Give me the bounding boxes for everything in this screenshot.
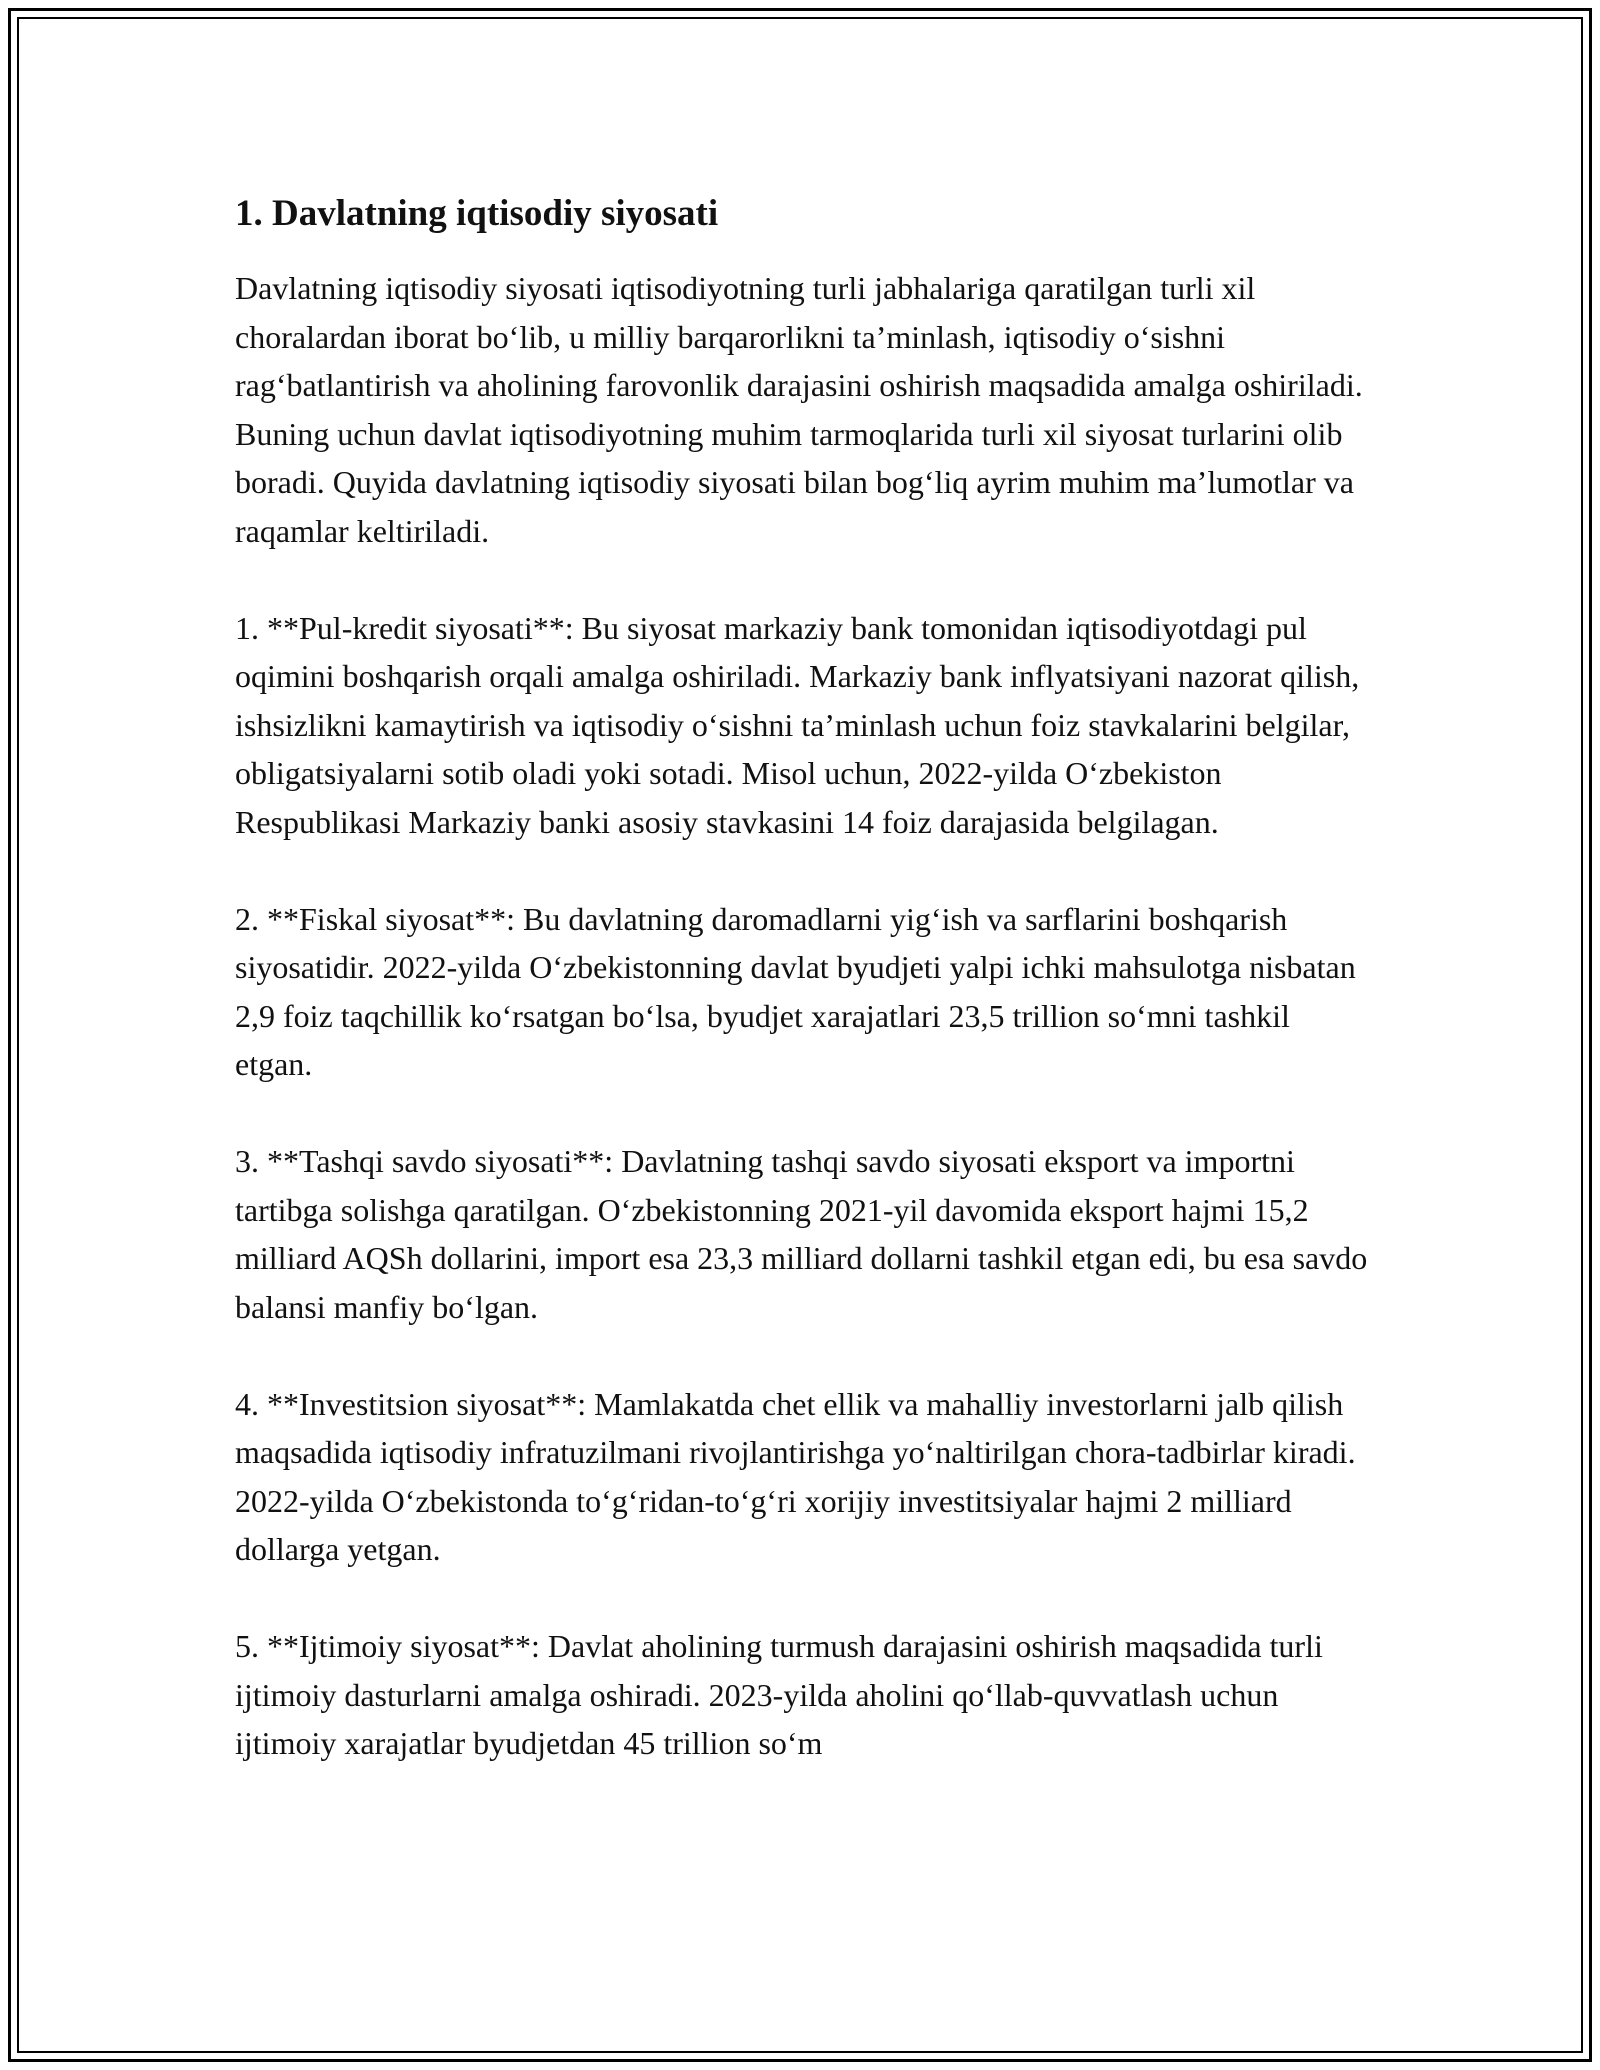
investment-policy-paragraph: 4. **Investitsion siyosat**: Mamlakatda chet ellik va mahalliy investorlarni jalb qilish maqsadida iqtisodiy infratuzilmani rivojlantirishga yo‘naltirilgan chora-tadbirlar kiradi. 2022-yilda O‘zbekistonda to‘g‘ridan-to‘g‘ri xorijiy investitsiyalar hajmi 2 milliard dollarga yetgan. [235, 1385, 1356, 1567]
document-body [235, 186, 1370, 1816]
document-title: 1. Davlatning iqtisodiy siyosati [235, 193, 719, 234]
fiscal-policy-paragraph: 2. **Fiskal siyosat**: Bu davlatning daromadlarni yig‘ish va sarflarini boshqarish siyosatidir. 2022-yilda O‘zbekistonning davlat byudjeti yalpi ichki mahsulotga nisbatan 2,9 foiz taqchillik ko‘rsatgan bo‘lsa, byudjet xarajatlari 23,5 trillion so‘mni tashkil etgan. [235, 900, 1356, 1082]
monetary-policy-paragraph: 1. **Pul-kredit siyosati**: Bu siyosat markaziy bank tomonidan iqtisodiyotdagi pul oqimini boshqarish orqali amalga oshiriladi. Markaziy bank inflyatsiyani nazorat qilish, ishsizlikni kamaytirish va iqtisodiy o‘sishni ta’minlash uchun foiz stavkalarini belgilar, obligatsiyalarni sotib oladi yoki sotadi. Misol uchun, 2022-yilda O‘zbekiston Respublikasi Markaziy banki asosiy stavkasini 14 foiz darajasida belgilagan. [235, 609, 1360, 840]
intro-paragraph: Davlatning iqtisodiy siyosati iqtisodiyotning turli jabhalariga qaratilgan turli xil choralardan iborat bo‘lib, u milliy barqarorlikni ta’minlash, iqtisodiy o‘sishni rag‘batlantirish va aholining farovonlik darajasini oshirish maqsadida amalga oshiriladi. Buning uchun davlat iqtisodiyotning muhim tarmoqlarida turli xil siyosat turlarini olib boradi. Quyida davlatning iqtisodiy siyosati bilan bog‘liq ayrim muhim ma’lumotlar va raqamlar keltiriladi. [235, 270, 1363, 549]
trade-policy-paragraph: 3. **Tashqi savdo siyosati**: Davlatning tashqi savdo siyosati eksport va importni tartibga solishga qaratilgan. O‘zbekistonning 2021-yil davomida eksport hajmi 15,2 milliard AQSh dollarini, import esa 23,3 milliard dollarni tashkil etgan edi, bu esa savdo balansi manfiy bo‘lgan. [235, 1143, 1368, 1325]
social-policy-paragraph: 5. **Ijtimoiy siyosat**: Davlat aholining turmush darajasini oshirish maqsadida turli ijtimoiy dasturlarni amalga oshiradi. 2023-yilda aholini qo‘llab-quvvatlash uchun ijtimoiy xarajatlar byudjetdan 45 trillion so‘m [235, 1628, 1323, 1761]
